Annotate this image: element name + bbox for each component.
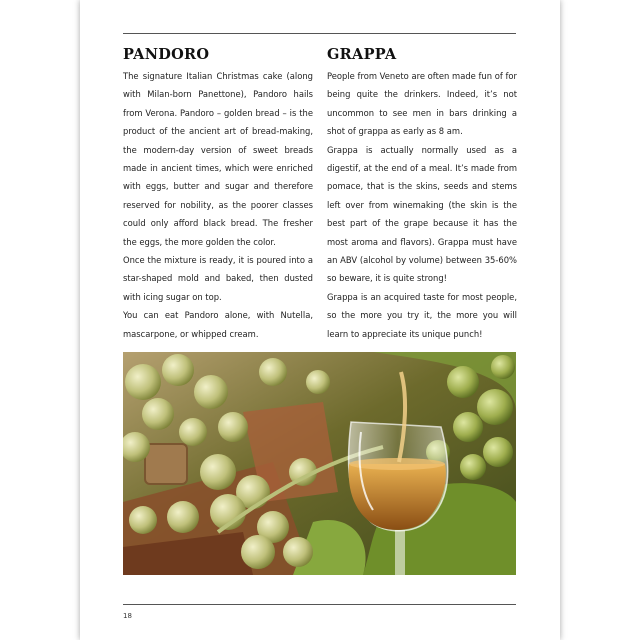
pandoro-paragraph-2: Once the mixture is ready, it is poured into a star-shaped mold and baked, then dusted with icing sugar on top. (123, 255, 313, 302)
grappa-paragraph-3: Grappa is an acquired taste for most people, so the more you try it, the more you will learn to appreciate its unique punch! (327, 291, 517, 339)
pandoro-heading: PANDORO (123, 46, 210, 63)
pandoro-column (123, 46, 313, 343)
grappa-heading: GRAPPA (327, 46, 397, 63)
grappa-paragraph-1: People from Veneto are often made fun of for being quite the drinkers. Indeed, it’s not uncommon to see men in bars drinking a shot of grappa as early as 8 am. (327, 71, 517, 137)
pandoro-paragraph-3: You can eat Pandoro alone, with Nutella, mascarpone, or whipped cream. (123, 310, 313, 339)
bottom-rule (123, 604, 516, 605)
book-page (80, 0, 560, 640)
page-number: 18 (123, 612, 132, 620)
grappa-column (327, 46, 517, 343)
grappa-grapes-photo (123, 352, 516, 575)
top-rule (123, 33, 516, 34)
grappa-paragraph-2: Grappa is actually normally used as a digestif, at the end of a meal. It’s made from pomace, that is the skins, seeds and stems left over from winemaking (the skin is the best part of the grape because it has the most aroma and flavors). Grappa must have an ABV (alcohol by volume) between 35-60% so beware, it is quite strong! (327, 144, 517, 284)
pandoro-paragraph-1: The signature Italian Christmas cake (along with Milan-born Panettone), Pandoro hails from Verona. Pandoro – golden bread – is the product of the ancient art of bread-making, the modern-day version of sweet breads made in ancient times, which were enriched with eggs, butter and sugar and therefore reserved for nobility, as the poorer classes could only afford black bread. The fresher the eggs, the more golden the color. (123, 71, 313, 247)
